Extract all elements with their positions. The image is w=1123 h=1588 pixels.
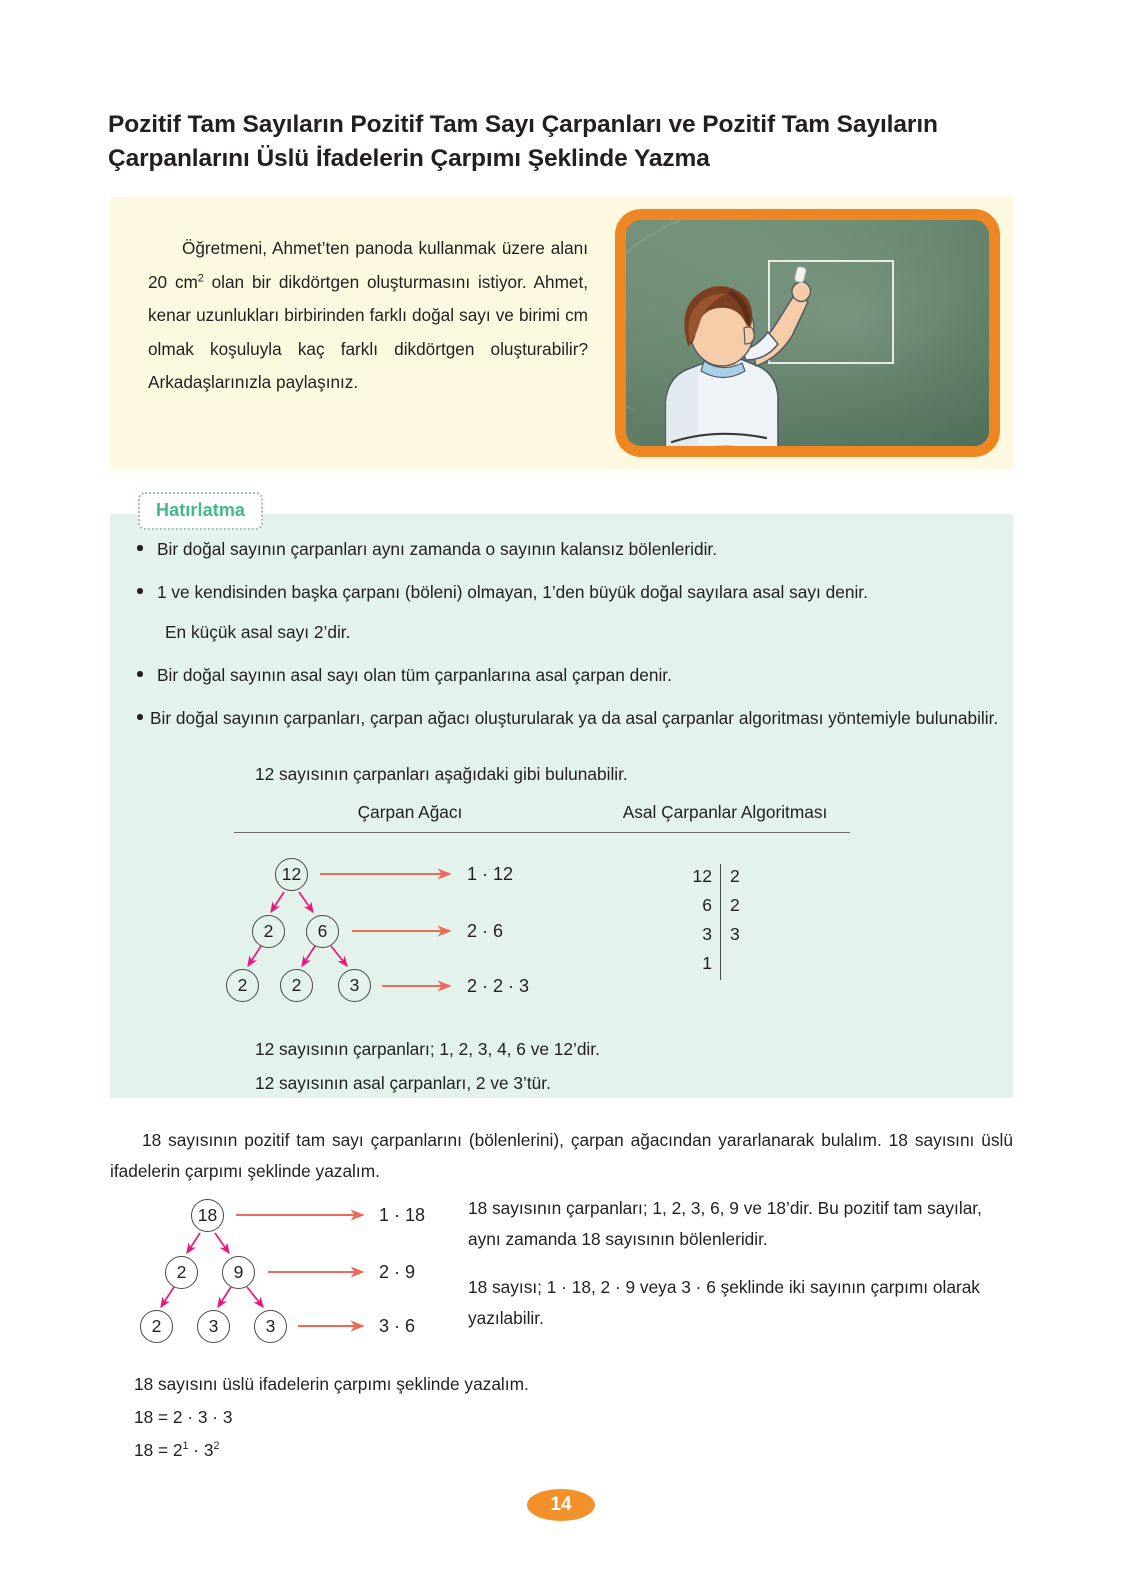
- algorithm-dividend-2: 3: [702, 924, 712, 944]
- tree-product-0: 1 · 12: [467, 864, 514, 884]
- reminder-badge: Hatırlatma: [138, 492, 263, 530]
- page-title: Pozitif Tam Sayıların Pozitif Tam Sayı Çarpanları ve Pozitif Tam Sayıların Çarpanlarını Üslü İfadelerin Çarpımı Şeklinde Yazma: [108, 111, 938, 172]
- tree-node-l3-0: 2: [226, 969, 259, 1002]
- list-item-label: Bir doğal sayının çarpanları, çarpan ağacı oluşturularak ya da asal çarpanlar algoritması yöntemiyle bulunabilir.: [150, 708, 999, 728]
- equation-exponent-2: 2: [213, 1440, 220, 1453]
- prime-algorithm-title: Asal Çarpanlar Algoritması: [622, 802, 828, 822]
- tree18-node-l2-0: 2: [165, 1256, 198, 1289]
- intro-text-part1: Öğretmeni, Ahmet’ten panoda kullanmak üzere alanı 20 cm: [148, 238, 588, 292]
- algorithm-divisor-1: 2: [730, 895, 740, 915]
- factor-tree-title: Çarpan Ağacı: [357, 802, 463, 822]
- algorithm-divisor-0: 2: [730, 866, 740, 886]
- algorithm-divisor-2: 3: [730, 924, 740, 944]
- tree-node-l3-2: 3: [338, 969, 371, 1002]
- tree18-product-2: 3 · 6: [379, 1316, 416, 1336]
- tree18-node-l3-2: 3: [254, 1310, 287, 1343]
- side-paragraph-1: 18 sayısı; 1 · 18, 2 · 9 veya 3 · 6 şeklinde iki sayının çarpımı olarak yazılabilir.: [468, 1277, 980, 1328]
- tree-node-l2-1: 6: [306, 915, 339, 948]
- equation-prefix: 18 = 2: [134, 1440, 183, 1460]
- algorithm-dividend-1: 6: [702, 895, 712, 915]
- tree18-product-1: 2 · 9: [379, 1262, 416, 1282]
- tree-product-2: 2 · 2 · 3: [467, 976, 530, 996]
- intro-exponent: 2: [197, 271, 204, 284]
- intro-text-part2: olan bir dikdörtgen oluşturmasını istiyor. Ahmet, kenar uzunlukları birbirinden farklı doğal sayı ve birimi cm olmak koşuluyla kaç farklı dikdörtgen oluşturabilir? Arkadaşlarınızla paylaşınız.: [148, 271, 588, 392]
- list-item-label: 1 ve kendisinden başka çarpanı (böleni) olmayan, 1’den büyük doğal sayılara asal sayı denir.: [157, 582, 868, 602]
- algorithm-dividend-0: 12: [692, 866, 712, 886]
- equation-middle: · 3: [188, 1440, 214, 1460]
- equation-plain: 18 = 2 · 3 · 3: [134, 1407, 233, 1427]
- equation-exponential: [134, 1435, 219, 1465]
- lead-paragraph-18: 18 sayısının pozitif tam sayı çarpanlarını (bölenlerini), çarpan ağacından yararlanarak bulalım. 18 sayısını üslü ifadelerin çarpımı şeklinde yazalım.: [110, 1130, 1013, 1181]
- tree18-node-l2-1: 9: [222, 1256, 255, 1289]
- tree18-node-l3-1: 3: [197, 1310, 230, 1343]
- tree-node-l3-1: 2: [280, 969, 313, 1002]
- tree-product-1: 2 · 6: [467, 921, 504, 941]
- page-number-badge: 14: [527, 1489, 595, 1521]
- closing-line: 18 sayısını üslü ifadelerin çarpımı şeklinde yazalım.: [134, 1374, 529, 1394]
- list-item-label: Bir doğal sayının çarpanları aynı zamanda o sayının kalansız bölenleridir.: [157, 539, 718, 559]
- list-item-subline: En küçük asal sayı 2’dir.: [165, 622, 351, 642]
- tree18-product-0: 1 · 18: [379, 1205, 426, 1225]
- tree18-node-root: 18: [191, 1199, 224, 1232]
- summary-line-0: 12 sayısının çarpanları; 1, 2, 3, 4, 6 ve 12’dir.: [255, 1039, 600, 1059]
- tree-node-l2-0: 2: [252, 915, 285, 948]
- summary-line-1: 12 sayısının asal çarpanları, 2 ve 3’tür.: [255, 1073, 551, 1093]
- equation-exponent-1: 1: [182, 1440, 189, 1453]
- side-paragraph-0: 18 sayısının çarpanları; 1, 2, 3, 6, 9 ve 18’dir. Bu pozitif tam sayılar, aynı zamanda 18 sayısının bölenleridir.: [468, 1198, 982, 1249]
- tree-node-root: 12: [275, 858, 308, 891]
- tree18-node-l3-0: 2: [140, 1310, 173, 1343]
- factors-intro-line: 12 sayısının çarpanları aşağıdaki gibi bulunabilir.: [255, 764, 628, 784]
- list-item-label: Bir doğal sayının asal sayı olan tüm çarpanlarına asal çarpan denir.: [157, 665, 672, 685]
- algorithm-dividend-3: 1: [702, 953, 712, 973]
